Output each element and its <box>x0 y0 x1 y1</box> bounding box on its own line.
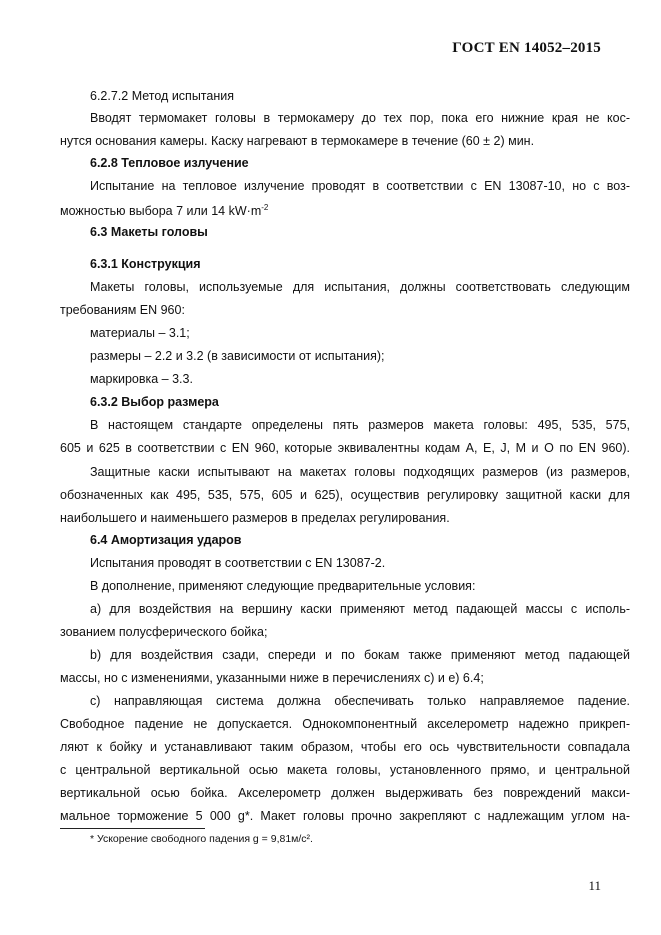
paragraph-line: нутся основания камеры. Каску нагревают в термокамере в течение (60 ± 2) мин. <box>60 134 535 148</box>
paragraph-line: Защитные каски испытывают на макетах головы подходящих размеров (из размеров, <box>90 465 630 479</box>
paragraph-line: Испытание на тепловое излучение проводят в соответствии с EN 13087-10, но с воз- <box>90 179 630 193</box>
section-6-3-2-title: 6.3.2 Выбор размера <box>90 395 219 409</box>
list-item-c: c) направляющая система должна обеспечивать только направляемое падение. <box>90 694 630 708</box>
superscript: -2 <box>261 203 269 212</box>
paragraph-line: Свободное падение не допускается. Однокомпонентный акселерометр надежно прикреп- <box>60 717 630 731</box>
section-6-4-title: 6.4 Амортизация ударов <box>90 533 242 547</box>
paragraph-line: массы, но с изменениями, указанными ниже в перечислениях с) и е) 6.4; <box>60 671 484 685</box>
list-item-a: a) для воздействия на вершину каски применяют метод падающей массы с исполь- <box>90 602 630 616</box>
paragraph-line: требованиям EN 960: <box>60 303 185 317</box>
paragraph-line: наибольшего и наименьшего размеров в пределах регулирования. <box>60 511 450 525</box>
list-item: размеры – 2.2 и 3.2 (в зависимости от испытания); <box>90 349 385 363</box>
paragraph-line: Испытания проводят в соответствии с EN 13087-2. <box>90 556 386 570</box>
paragraph-line: Вводят термомакет головы в термокамеру до тех пор, пока его нижние края не кос- <box>90 111 630 125</box>
paragraph-line: обозначенных как 495, 535, 575, 605 и 625), осуществив регулировку защитной каски для <box>60 488 630 502</box>
paragraph-line: ляют к бойку и устанавливают таким образом, чтобы его ось чувствительности совпадала <box>60 740 630 754</box>
paragraph-line: вертикальной осью бойка. Акселерометр должен выдерживать без повреждений макси- <box>60 786 630 800</box>
paragraph-line: зованием полусферического бойка; <box>60 625 268 639</box>
list-item: материалы – 3.1; <box>90 326 190 340</box>
paragraph-line: 605 и 625 в соответствии с EN 960, которые эквивалентны кодам A, E, J, M и O по EN 960). <box>60 441 630 455</box>
section-6-2-8-title: 6.2.8 Тепловое излучение <box>90 156 249 170</box>
paragraph-line: с центральной вертикальной осью макета головы, установленного прямо, и центральной <box>60 763 630 777</box>
footnote: * Ускорение свободного падения g = 9,81м/с². <box>90 833 313 845</box>
page-number: 11 <box>588 878 601 893</box>
footnote-divider <box>60 828 205 829</box>
paragraph-line: Макеты головы, используемые для испытания, должны соответствовать следующим <box>90 280 630 294</box>
subsection-6-2-7-2-title: 6.2.7.2 Метод испытания <box>90 89 234 103</box>
paragraph-line: В дополнение, применяют следующие предварительные условия: <box>90 579 476 593</box>
paragraph-line: мальное торможение 5 000 g*. Макет головы прочно закрепляют с надлежащим углом на- <box>60 809 630 823</box>
document-header: ГОСТ EN 14052–2015 <box>452 40 601 56</box>
list-item: маркировка – 3.3. <box>90 372 193 386</box>
list-item-b: b) для воздействия сзади, спереди и по бокам также применяют метод падающей <box>90 648 630 662</box>
section-6-3-1-title: 6.3.1 Конструкция <box>90 257 201 271</box>
section-6-3-title: 6.3 Макеты головы <box>90 225 208 239</box>
paragraph-line <box>60 200 268 219</box>
paragraph-line: В настоящем стандарте определены пять размеров макета головы: 495, 535, 575, <box>90 418 630 432</box>
paragraph-text: можностью выбора 7 или 14 kW·m <box>60 204 262 219</box>
